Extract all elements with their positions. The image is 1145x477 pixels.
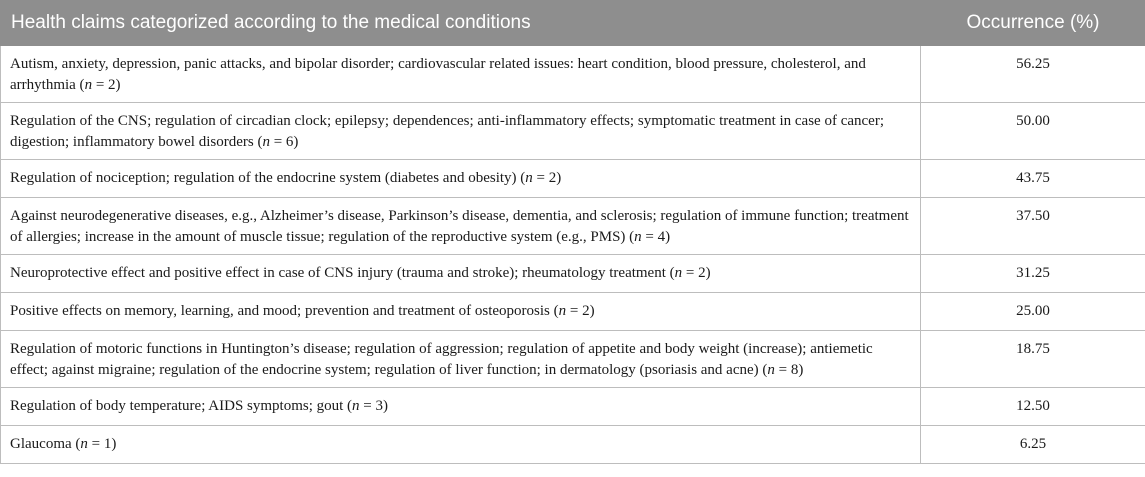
condition-cell bbox=[1, 388, 921, 426]
table-row bbox=[1, 103, 1145, 160]
table-row bbox=[1, 388, 1145, 426]
n-count: = 2) bbox=[566, 303, 595, 319]
n-label: n bbox=[352, 398, 360, 414]
condition-text: Glaucoma ( bbox=[10, 436, 81, 452]
n-count: = 3) bbox=[359, 398, 389, 414]
n-count: = 4) bbox=[641, 229, 671, 245]
occurrence-cell: 25.00 bbox=[921, 293, 1145, 331]
condition-cell bbox=[1, 426, 921, 464]
table-row bbox=[1, 46, 1145, 103]
condition-text: Against neurodegenerative diseases, e.g., Alzheimer’s disease, Parkinson’s disease, dementia, and sclerosis; regulation of immune function; treatment of allergies; increase in the amount of muscle tissue; regulation of the reproductive system (e.g., PMS) ( bbox=[10, 208, 909, 245]
header-condition: Health claims categorized according to the medical conditions bbox=[1, 1, 921, 46]
condition-text: Regulation of motoric functions in Huntington’s disease; regulation of aggression; regulation of appetite and body weight (increase); antiemetic effect; against migraine; regulation of the endocrine system; regulation of liver function; in dermatology (psoriasis and acne) ( bbox=[10, 341, 873, 378]
condition-cell bbox=[1, 198, 921, 255]
condition-cell bbox=[1, 331, 921, 388]
occurrence-cell: 18.75 bbox=[921, 331, 1145, 388]
table-row bbox=[1, 426, 1145, 464]
header-row bbox=[1, 1, 1145, 46]
n-label: n bbox=[80, 436, 88, 452]
n-label: n bbox=[262, 134, 270, 150]
table-row bbox=[1, 198, 1145, 255]
n-count: = 8) bbox=[774, 362, 804, 378]
n-label: n bbox=[525, 170, 533, 186]
condition-text: Regulation of the CNS; regulation of circadian clock; epilepsy; dependences; anti-inflammatory effects; symptomatic treatment in case of cancer; digestion; inflammatory bowel disorders ( bbox=[10, 113, 884, 150]
n-count: = 1) bbox=[87, 436, 117, 452]
header-occurrence: Occurrence (%) bbox=[921, 1, 1145, 46]
condition-text: Regulation of body temperature; AIDS symptoms; gout ( bbox=[10, 398, 353, 414]
n-label: n bbox=[634, 229, 642, 245]
condition-cell bbox=[1, 46, 921, 103]
occurrence-cell: 6.25 bbox=[921, 426, 1145, 464]
condition-text: Positive effects on memory, learning, and mood; prevention and treatment of osteoporosis ( bbox=[10, 303, 559, 319]
n-count: = 2) bbox=[682, 265, 711, 281]
table-row bbox=[1, 293, 1145, 331]
condition-cell bbox=[1, 293, 921, 331]
occurrence-cell: 43.75 bbox=[921, 160, 1145, 198]
occurrence-cell: 37.50 bbox=[921, 198, 1145, 255]
table-row bbox=[1, 255, 1145, 293]
n-count: = 2) bbox=[532, 170, 562, 186]
occurrence-cell: 12.50 bbox=[921, 388, 1145, 426]
n-label: n bbox=[558, 303, 567, 319]
n-count: = 2) bbox=[92, 77, 121, 93]
n-count: = 6) bbox=[269, 134, 299, 150]
condition-cell bbox=[1, 255, 921, 293]
table-row bbox=[1, 331, 1145, 388]
condition-text: Neuroprotective effect and positive effect in case of CNS injury (trauma and stroke); rheumatology treatment ( bbox=[10, 265, 675, 281]
occurrence-cell: 31.25 bbox=[921, 255, 1145, 293]
n-label: n bbox=[674, 265, 683, 281]
occurrence-cell: 56.25 bbox=[921, 46, 1145, 103]
condition-text: Regulation of nociception; regulation of the endocrine system (diabetes and obesity) ( bbox=[10, 170, 526, 186]
n-label: n bbox=[84, 77, 93, 93]
n-label: n bbox=[767, 362, 775, 378]
condition-cell bbox=[1, 160, 921, 198]
condition-cell bbox=[1, 103, 921, 160]
condition-text: Autism, anxiety, depression, panic attacks, and bipolar disorder; cardiovascular related issues: heart condition, blood pressure, cholesterol, and arrhythmia ( bbox=[10, 56, 866, 93]
occurrence-cell: 50.00 bbox=[921, 103, 1145, 160]
table-row bbox=[1, 160, 1145, 198]
